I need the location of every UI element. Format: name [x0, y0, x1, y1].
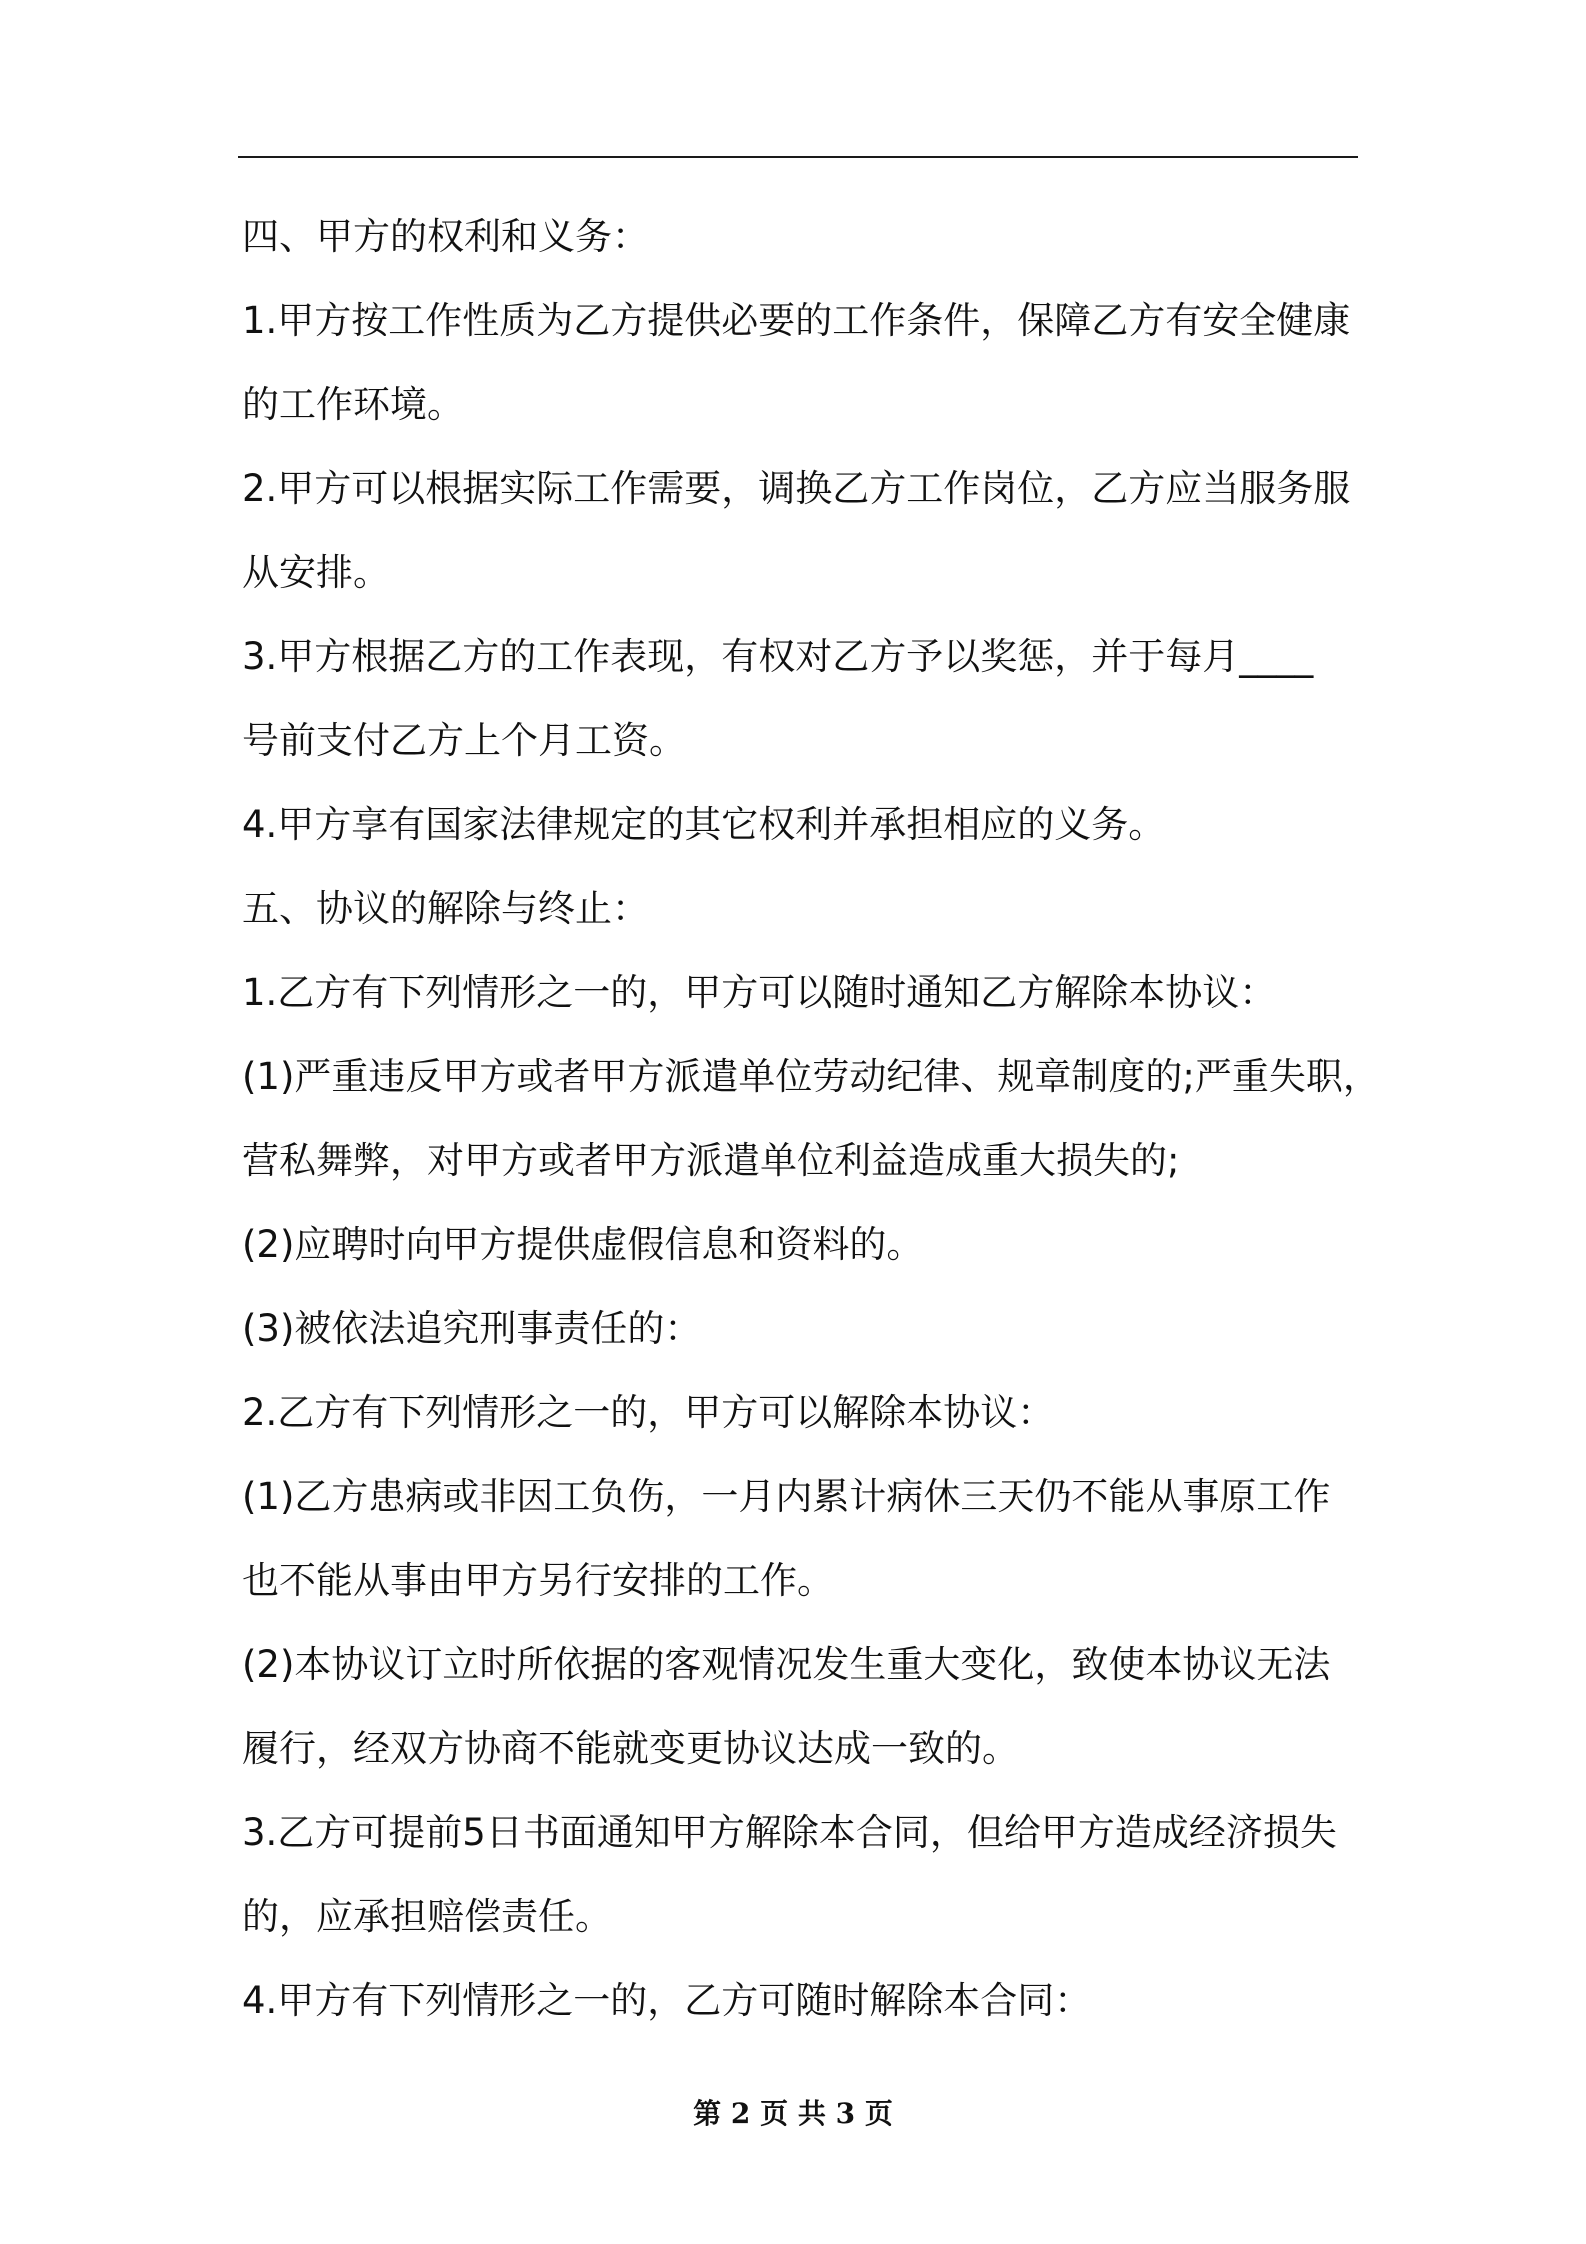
text-line: 3.甲方根据乙方的工作表现，有权对乙方予以奖惩，并于每月____	[242, 635, 1314, 678]
page-number-footer: 第 2 页 共 3 页	[693, 2097, 893, 2130]
text-line: 4.甲方有下列情形之一的，乙方可随时解除本合同：	[242, 1979, 1092, 2022]
text-line: (3)被依法追究刑事责任的：	[242, 1307, 702, 1350]
text-line: 4.甲方享有国家法律规定的其它权利并承担相应的义务。	[242, 803, 1166, 846]
document-body	[242, 195, 1382, 2043]
text-line: 2.甲方可以根据实际工作需要，调换乙方工作岗位，乙方应当服务服	[242, 467, 1351, 510]
text-line: 号前支付乙方上个月工资。	[242, 719, 686, 762]
text-line: 的工作环境。	[242, 383, 464, 426]
section-heading-rights: 四、甲方的权利和义务：	[242, 215, 649, 258]
text-line: (2)本协议订立时所依据的客观情况发生重大变化，致使本协议无法	[242, 1643, 1331, 1686]
text-line: 营私舞弊，对甲方或者甲方派遣单位利益造成重大损失的;	[242, 1139, 1180, 1182]
text-line: 2.乙方有下列情形之一的，甲方可以解除本协议：	[242, 1391, 1055, 1434]
text-line: 也不能从事由甲方另行安排的工作。	[242, 1559, 834, 1602]
header-rule	[238, 156, 1358, 158]
text-line: 3.乙方可提前5日书面通知甲方解除本合同，但给甲方造成经济损失	[242, 1811, 1337, 1854]
text-line: 从安排。	[242, 551, 390, 594]
section-heading-termination: 五、协议的解除与终止：	[242, 887, 649, 930]
text-line: 1.乙方有下列情形之一的，甲方可以随时通知乙方解除本协议：	[242, 971, 1277, 1014]
text-line: 1.甲方按工作性质为乙方提供必要的工作条件，保障乙方有安全健康	[242, 299, 1351, 342]
text-line: (1)乙方患病或非因工负伤，一月内累计病休三天仍不能从事原工作	[242, 1475, 1331, 1518]
text-line: 的，应承担赔偿责任。	[242, 1895, 612, 1938]
text-line: 履行，经双方协商不能就变更协议达成一致的。	[242, 1727, 1019, 1770]
text-line: (1)严重违反甲方或者甲方派遣单位劳动纪律、规章制度的;严重失职，	[242, 1055, 1380, 1098]
text-line: (2)应聘时向甲方提供虚假信息和资料的。	[242, 1223, 924, 1266]
